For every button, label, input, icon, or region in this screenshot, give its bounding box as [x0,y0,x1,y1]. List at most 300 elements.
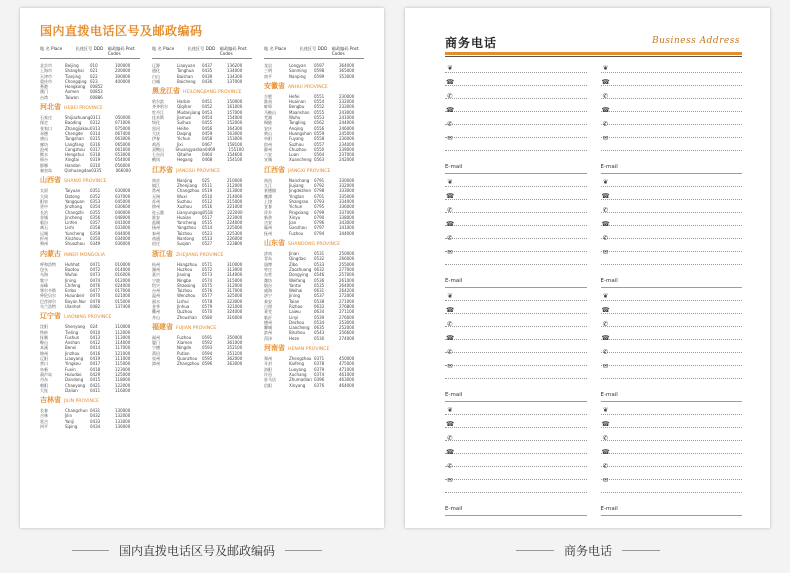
city-cell: 0313 [90,125,101,131]
contact-icon: ❦ [602,64,609,72]
city-cell: 213000 [227,188,243,194]
city-cell: Fuxin [65,366,76,372]
city-row [264,383,364,388]
province-name-en: JIANGXI PROVINCE [288,168,331,174]
write-line [445,150,587,151]
email-label: E-mail [600,392,618,398]
city-cell: Shuozhou [65,241,85,247]
province-heading [152,166,252,176]
city-row [264,336,364,341]
write-line [445,225,587,226]
mobile-icon: ✆ [602,434,609,442]
city-cell: 325000 [227,293,243,299]
city-cell: 无锡 [152,193,160,199]
province-name: 辽宁省 [40,312,61,321]
city-cell: 0792 [314,183,325,189]
province-name-en: HEBEI PROVINCE [64,106,103,112]
write-line [445,72,587,73]
city-cell: 242000 [339,157,355,163]
province-heading [40,312,140,322]
write-line [601,414,743,415]
city-cell: 136000 [115,424,131,430]
write-line [601,72,743,73]
column-header-cell: 地 名 Place [152,46,175,51]
city-cell: 0413 [90,334,101,340]
city-cell: Erdos [65,288,77,294]
write-line [445,199,587,200]
city-cell: Luoyang [289,366,307,372]
email-icon: ✉ [602,248,609,256]
city-cell: 秦皇岛 [40,168,52,174]
city-cell: Xuancheng [289,157,312,163]
area-code-column [152,46,252,429]
city-cell: Changchun [65,408,88,414]
city-cell: 200000 [115,68,131,74]
contact-icon: ❦ [602,178,609,186]
city-cell: 莆田 [152,350,160,356]
city-cell: 0459 [202,130,213,136]
mobile-icon: ✆ [602,206,609,214]
city-cell: 0594 [202,350,213,356]
city-cell: 沧州 [40,146,48,152]
city-cell: 0562 [314,120,325,126]
city-cell: 0578 [202,298,213,304]
city-cell: 0538 [314,298,325,304]
city-cell: Hangzhou [177,261,198,267]
city-cell: Xiamen [177,340,193,346]
mobile-icon: ✆ [447,434,453,442]
city-cell: Jilin [65,413,73,419]
mobile-icon: ✆ [602,120,609,128]
city-cell: 重庆市 [40,78,52,84]
city-cell: 324000 [227,309,243,315]
city-cell: 0536 [314,277,325,283]
write-line [601,326,743,327]
city-cell: 061000 [115,146,131,152]
city-cell: 0453 [202,109,213,115]
email-icon: ✉ [447,362,453,370]
city-cell: 123000 [115,366,131,372]
city-cell: Ningde [177,345,192,351]
city-row [40,95,140,100]
city-cell: 营口 [40,361,48,367]
area-code-page-title: 国内直拨电话区号及邮政编码 [40,24,203,38]
city-cell: 277000 [339,266,355,272]
city-cell: 集宁 [40,277,48,283]
city-cell: 150000 [227,99,243,105]
city-cell: 365000 [339,68,355,74]
mobile-icon: ✆ [602,320,609,328]
city-cell: 0576 [202,288,213,294]
city-cell: Baicheng [177,78,196,84]
city-cell: 271100 [339,309,355,315]
city-cell: 023 [90,78,98,84]
city-cell: Nantong [177,236,195,242]
city-cell: Zhoushan [177,314,197,320]
city-cell: 滨州 [264,330,272,336]
city-cell: 230000 [339,93,355,99]
city-cell: 七台河 [152,152,164,158]
email-icon: ✉ [447,476,453,484]
city-cell: 天津市 [40,73,52,79]
city-cell: 漳州 [152,361,160,367]
city-cell: 00852 [90,84,103,90]
city-cell: 0356 [90,214,101,220]
city-cell: Hengshui [65,152,84,158]
city-cell: Sanming [289,68,307,74]
city-cell: 延吉 [40,418,48,424]
city-cell: Weifang [289,277,306,283]
city-cell: 115000 [115,361,131,367]
city-cell: 0559 [314,130,325,136]
city-cell: 包头 [40,266,48,272]
city-cell: Huludao [65,371,82,377]
city-cell: 铜陵 [264,120,272,126]
city-cell: 0429 [90,371,101,377]
city-cell: Jincheng [65,214,83,220]
city-cell: 336000 [339,204,355,210]
write-line [601,492,743,493]
column-header-cell: 长途区号 DDD [299,46,328,51]
write-line [445,440,587,441]
city-cell: 阳泉 [40,198,48,204]
city-cell: 0314 [90,130,101,136]
city-cell: 杭州 [152,261,160,267]
province-heading [152,87,252,97]
city-cell: 锦州 [40,350,48,356]
city-cell: 南通 [152,236,160,242]
email-label: E-mail [445,392,463,398]
city-cell: 276800 [339,303,355,309]
city-cell: 015000 [115,298,131,304]
city-cell: 0315 [90,136,101,142]
contact-card [445,402,587,516]
city-cell: 0512 [202,198,213,204]
city-cell: 宣城 [264,157,272,163]
province-heading [40,176,140,186]
city-cell: Nanchang [289,177,310,183]
city-cell: Weihai [289,288,303,294]
caption-right [468,542,708,559]
email-label: E-mail [600,278,618,284]
write-line [601,313,743,314]
city-cell: 033000 [115,225,131,231]
city-cell: 0316 [90,141,101,147]
city-cell: Jining [289,293,301,299]
city-cell: 274000 [339,335,355,341]
city-cell: 010000 [115,261,131,267]
city-cell: 盐城 [152,220,160,226]
write-line [601,453,743,454]
contact-icon: ❦ [447,178,453,186]
city-cell: 大同 [40,193,48,199]
city-cell: Taiyuan [65,188,81,194]
contact-card [601,288,743,402]
city-cell: 九江 [264,183,272,189]
province-heading [152,250,252,260]
city-cell: Huzhou [177,266,193,272]
city-cell: Yanji [65,418,75,424]
city-cell: 314000 [227,272,243,278]
email-icon: ✉ [602,476,609,484]
city-cell: 264200 [339,288,355,294]
city-cell: 0701 [314,193,325,199]
email-icon: ✉ [602,362,609,370]
city-cell: 张家口 [40,125,52,131]
city-cell: Harbin [177,99,191,105]
mobile-icon: ✆ [447,462,453,470]
city-cell: 0631 [314,288,325,294]
city-cell: 037000 [115,193,131,199]
city-cell: 0353 [90,198,101,204]
city-cell: 017000 [115,288,131,294]
column-header [152,46,252,59]
column-header [40,46,140,59]
write-line [601,300,743,301]
mobile-icon: ✆ [447,348,453,356]
city-cell: 0579 [202,303,213,309]
contact-icon: ❦ [602,406,609,414]
city-cell: 宁波 [152,277,160,283]
province-name: 河南省 [264,344,285,353]
city-cell: 北京市 [40,63,52,68]
city-cell: 010 [90,63,98,68]
write-line [601,98,743,99]
city-cell: 0527 [202,241,213,247]
city-cell: 蚌埠 [264,104,272,110]
city-cell: Cangzhou [65,146,85,152]
city-cell: 0543 [314,330,325,336]
city-cell: Ulanhot [65,303,81,309]
city-cell: Mudanjiang [177,109,201,115]
city-cell: 067400 [115,130,131,136]
city-cell: 菏泽 [264,335,272,341]
city-cell: Tongling [289,120,306,126]
city-cell: Shaoxing [177,282,196,288]
city-cell: 350000 [227,334,243,340]
city-cell: 271000 [339,298,355,304]
write-line [601,186,743,187]
city-cell [115,95,140,100]
city-cell: Jinzhou [65,350,80,356]
phone-icon: ☎ [601,220,610,228]
city-cell: 0533 [314,261,325,267]
city-row [152,79,252,84]
city-cell: Fuyang [289,136,304,142]
city-cell: 朔州 [40,241,48,247]
city-cell: Lishui [177,298,189,304]
city-cell: 潍坊 [264,277,272,283]
city-cell: 256600 [339,330,355,336]
city-cell: 香港 [40,84,48,90]
city-cell: Benxi [65,345,77,351]
write-line [601,440,743,441]
column-header-cell: 长途区号 DDD [187,46,216,51]
city-cell: 161000 [227,104,243,110]
city-cell: 471000 [339,366,355,372]
city-cell: Jiamusi [177,115,192,121]
city-cell: Binzhou [289,330,306,336]
city-cell: 泰州 [152,230,160,236]
city-cell: 0349 [90,241,101,247]
caption-left-text: 国内直拨电话区号及邮政编码 [118,544,275,558]
city-cell: 132000 [115,413,131,419]
city-cell: 0417 [90,361,101,367]
city-cell: 白城 [152,78,160,84]
city-cell: 赤峰 [40,282,48,288]
city-cell: 伊春 [152,136,160,142]
write-line [601,111,743,112]
city-cell: 0476 [90,282,101,288]
city-cell: 224000 [227,220,243,226]
city-cell: Ganzhou [289,225,307,231]
write-line [445,186,587,187]
city-cell: 0412 [90,340,101,346]
city-cell: 333000 [339,188,355,194]
write-line [445,300,587,301]
city-cell: 00886 [90,94,103,100]
city-cell: Ningbo [177,277,192,283]
city-cell: 0318 [90,152,101,158]
city-cell: 青岛 [264,256,272,262]
province-name: 河北省 [40,103,61,112]
province-name-en: JIANGSU PROVINCE [176,168,221,174]
city-cell: 353000 [339,73,355,79]
city-cell: 134000 [227,68,243,74]
city-cell: 054000 [115,157,131,163]
city-cell: 234000 [339,141,355,147]
city-cell: 065000 [115,141,131,147]
city-cell: 154100 [227,157,243,163]
city-cell: 大庆 [152,130,160,136]
city-cell: 113000 [115,334,131,340]
city-cell: 0414 [90,345,101,351]
city-cell: 053000 [115,152,131,158]
city-cell: 济南 [264,251,272,257]
city-cell: 0797 [314,225,325,231]
city-cell: 232000 [339,99,355,105]
city-cell: Hefei [289,93,300,99]
city-cell: 济宁 [264,293,272,299]
city-cell: 保定 [40,120,48,126]
province-name-en: JILIN PROVINCE [64,399,100,405]
city-cell: Jinan [289,251,299,257]
province-name: 内蒙古 [40,249,61,258]
city-cell: 0595 [202,356,213,362]
city-cell: Huhhot [65,261,80,267]
city-cell: Heihe [177,125,189,131]
city-cell: Tieling [65,329,79,335]
mobile-icon: ✆ [602,92,609,100]
city-cell: 334000 [339,198,355,204]
city-cell: Xuzhou [177,204,192,210]
city-cell: Changzhou [177,188,200,194]
city-cell: 0470 [90,293,101,299]
city-cell: 0575 [202,282,213,288]
city-cell: 118000 [115,377,131,383]
caption-rule [72,550,109,551]
city-cell: 153000 [227,136,243,142]
city-cell: 合肥 [264,93,272,99]
city-cell: Qiqihar [177,104,192,110]
city-cell: 忻州 [40,236,48,242]
city-cell: 呼伦贝尔 [40,293,56,299]
city-cell: 晋城 [40,214,48,220]
province-name: 江苏省 [152,165,173,174]
contact-card [445,174,587,288]
city-cell: 0592 [202,340,213,346]
write-line [445,378,587,379]
city-row [152,361,252,366]
province-name: 江西省 [264,165,285,174]
city-cell: 044000 [115,230,131,236]
city-cell: 赣州 [264,225,272,231]
write-line [445,124,587,125]
city-cell: Suzhou [289,141,304,147]
email-label: E-mail [445,164,463,170]
city-cell: 0437 [202,63,213,68]
city-cell: Xinyu [289,214,301,220]
city-cell: Suqian [177,241,191,247]
province-name-en: FUJIAN PROVINCE [176,325,217,331]
city-cell: Huainan [289,99,306,105]
title-accent-bar [445,52,742,55]
city-cell: Yichun [177,136,191,142]
phone-icon: ☎ [445,448,455,456]
city-cell: 澳门 [40,89,48,95]
city-cell: 450000 [339,356,355,362]
city-cell: 400000 [115,78,131,84]
city-cell: 0570 [202,309,213,315]
city-cell: 舟山 [152,314,160,320]
contact-card [445,60,587,174]
city-cell: 0573 [202,272,213,278]
city-cell: 050000 [115,115,131,121]
city-cell: 0571 [202,261,213,267]
city-cell: 丽水 [152,298,160,304]
city-cell: Laiwu [289,309,301,315]
city-cell: 新余 [264,214,272,220]
city-cell: 312000 [227,282,243,288]
city-cell: Xinyang [289,382,306,388]
city-cell: 0357 [90,220,101,226]
city-cell: 太原 [40,188,48,194]
city-cell: Xinzhou [65,236,82,242]
city-cell: 萍乡 [264,209,272,215]
city-cell: Zaozhuang [289,266,312,272]
city-cell: Kaifeng [289,361,305,367]
city-cell: 驻马店 [264,377,276,383]
write-line [445,111,587,112]
city-cell: 222000 [227,209,243,215]
city-cell: 362000 [227,356,243,362]
city-cell: 0351 [90,188,101,194]
city-cell: 淮安 [152,214,160,220]
city-cell: 南京 [152,177,160,183]
city-cell: 景德镇 [264,188,276,194]
city-cell: 六安 [264,152,272,158]
city-cell: 枣庄 [264,266,272,272]
phone-icon: ☎ [445,306,455,314]
city-cell: 0593 [202,345,213,351]
city-cell: 0796 [314,220,325,226]
mobile-icon: ✆ [447,120,453,128]
province-name-en: HENAN PROVINCE [288,347,330,353]
city-row [264,157,364,162]
city-cell: Yuncheng [65,230,85,236]
city-cell: 0455 [202,120,213,126]
city-row [40,424,140,429]
